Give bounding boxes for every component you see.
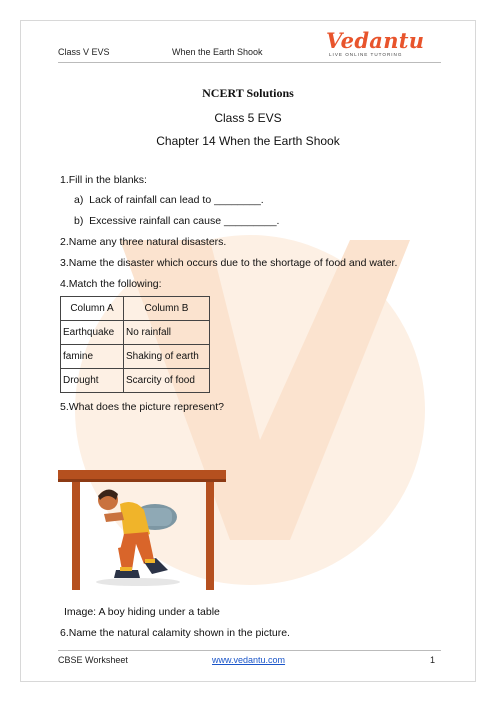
question-1: 1.Fill in the blanks: — [60, 174, 147, 186]
doc-class: Class 5 EVS — [214, 111, 282, 125]
image-caption: Image: A boy hiding under a table — [64, 606, 220, 618]
table-cell: famine — [61, 345, 124, 369]
header-class-label: Class V EVS — [58, 47, 110, 57]
question-1b: b) Excessive rainfall can cause _________. — [74, 215, 280, 227]
table-header-cell: Column A — [61, 297, 124, 321]
footer-website-link[interactable]: www.vedantu.com — [212, 655, 286, 665]
table-header-cell: Column B — [124, 297, 210, 321]
table-cell: No rainfall — [124, 321, 210, 345]
question-5: 5.What does the picture represent? — [60, 401, 225, 413]
match-table — [60, 296, 210, 393]
question-3: 3.Name the disaster which occurs due to the shortage of food and water. — [60, 257, 398, 269]
question-6: 6.Name the natural calamity shown in the picture. — [60, 627, 290, 639]
table-row — [61, 321, 210, 345]
footer-divider — [58, 650, 441, 651]
question-2: 2.Name any three natural disasters. — [60, 236, 227, 248]
table-cell: Shaking of earth — [124, 345, 210, 369]
header-chapter-label: When the Earth Shook — [172, 47, 263, 57]
table-header-row — [61, 297, 210, 321]
table-cell: Earthquake — [61, 321, 124, 345]
doc-title: NCERT Solutions — [202, 86, 294, 100]
question-1a: a) Lack of rainfall can lead to ________. — [74, 194, 264, 206]
doc-chapter: Chapter 14 When the Earth Shook — [156, 134, 340, 148]
footer-worksheet-label: CBSE Worksheet — [58, 655, 128, 665]
logo-tagline: LIVE ONLINE TUTORING — [329, 52, 403, 57]
vedantu-logo — [326, 28, 425, 64]
question-4: 4.Match the following: — [60, 278, 162, 290]
table-row — [61, 369, 210, 393]
table-row — [61, 345, 210, 369]
table-cell: Drought — [61, 369, 124, 393]
header-divider — [58, 62, 441, 63]
page-number: 1 — [430, 655, 436, 665]
table-cell: Scarcity of food — [124, 369, 210, 393]
logo-wordmark: Vedantu — [326, 28, 425, 53]
boy-under-table-illustration — [58, 470, 228, 596]
